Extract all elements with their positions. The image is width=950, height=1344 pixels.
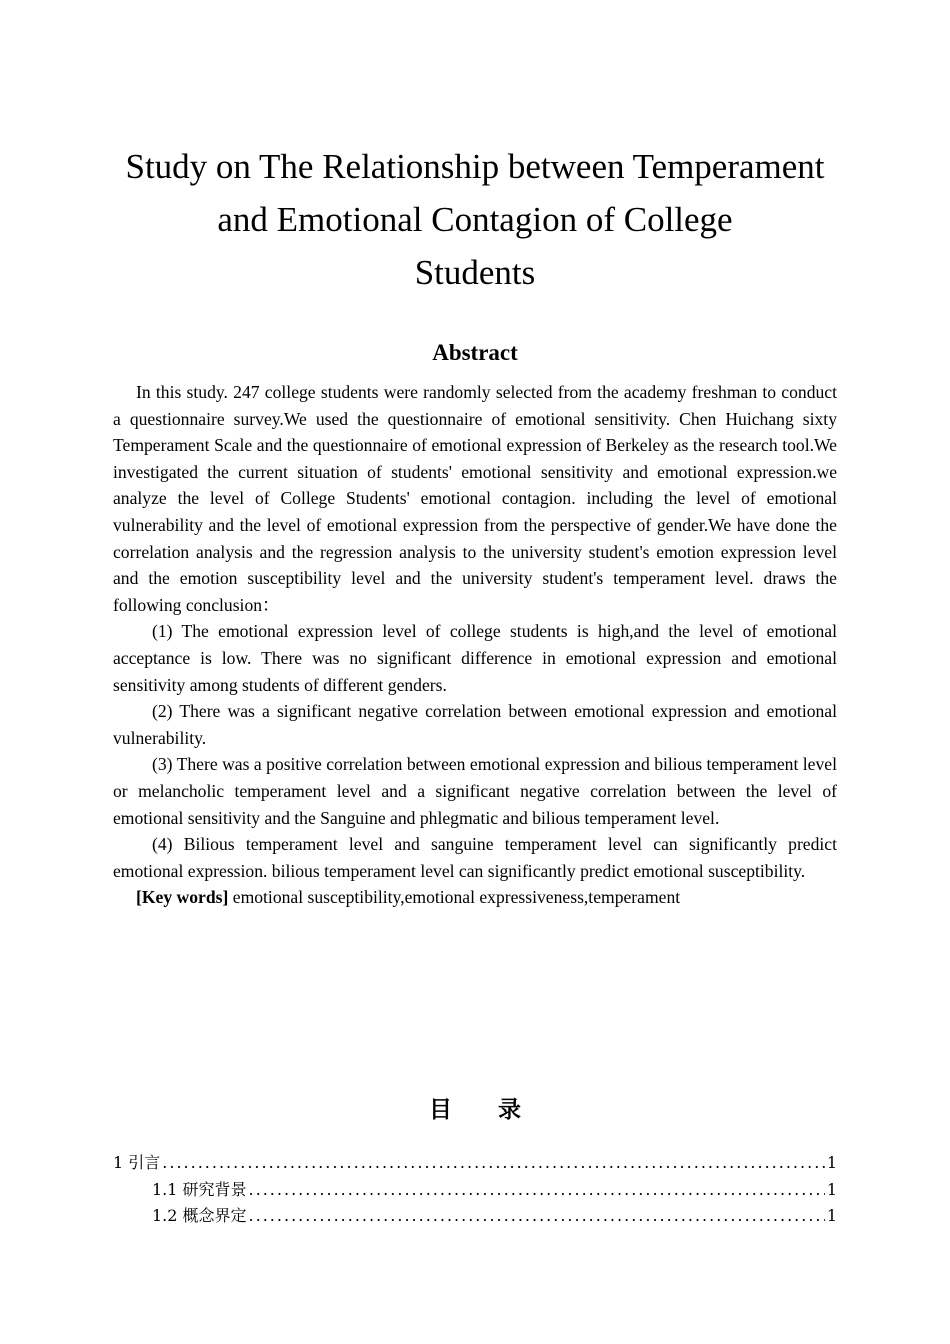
abstract-heading: Abstract — [432, 340, 518, 365]
toc-entry-label: 1 引言 — [113, 1153, 161, 1172]
conclusion-item: (1) The emotional expression level of college students is high,and the level of emotional acceptance is low. There was no significant difference in emotional expression and emotional sensitivity among students of different genders. — [113, 621, 837, 695]
toc-entry[interactable] — [113, 1203, 837, 1230]
toc-entry-page: 1 — [826, 1179, 837, 1199]
toc-heading-char: 目 — [429, 1097, 452, 1123]
conclusion-item: (2) There was a significant negative correlation between emotional expression and emotional vulnerability. — [113, 701, 837, 748]
toc-entry[interactable] — [113, 1150, 837, 1177]
title-line: Students — [414, 253, 536, 293]
keywords-line — [113, 884, 837, 911]
conclusion-item: (3) There was a positive correlation between emotional expression and bilious temperament level or melancholic temperament level and a significant negative correlation between the level of emotional sensitivity and the Sanguine and phlegmatic and bilious temperament level. — [113, 754, 837, 828]
abstract-intro: In this study. 247 college students were randomly selected from the academy freshman to conduct a questionnaire survey.We used the questionnaire of emotional sensitivity. Chen Huichang sixty Temperament Scale and the questionnaire of emotional expression of Berkeley as the research tool.We investigated the current situation of students' emotional sensitivity and emotional expression.we analyze the level of College Students' emotional contagion. including the level of emotional vulnerability and the level of emotional expression from the perspective of gender.We have done the correlation analysis and the regression analysis to the university student's emotion expression level and the emotion susceptibility level and the university student's temperament level. draws the following conclusion： — [113, 382, 837, 615]
paper-title — [113, 140, 837, 299]
keywords-label: [Key words] — [136, 887, 229, 908]
abstract-body — [113, 379, 837, 911]
table-of-contents — [113, 1150, 837, 1230]
toc-entry-label: 1.2 概念界定 — [152, 1206, 247, 1225]
toc-leader-dots — [249, 1177, 825, 1204]
toc-leader-dots — [162, 1150, 825, 1177]
toc-leader-dots — [249, 1203, 825, 1230]
title-line: and Emotional Contagion of College — [217, 200, 733, 240]
conclusion-item: (4) Bilious temperament level and sanguine temperament level can significantly predict emotional expression. bilious temperament level can significantly predict emotional susceptibility. — [113, 834, 837, 881]
toc-entry-page: 1 — [826, 1206, 837, 1225]
title-line: Study on The Relationship between Temperament — [125, 147, 825, 187]
toc-entry-label: 1.1 研究背景 — [152, 1179, 247, 1199]
toc-entry[interactable] — [113, 1177, 837, 1204]
toc-entry-page: 1 — [826, 1153, 837, 1172]
keywords-text: emotional susceptibility,emotional expressiveness,temperament — [228, 887, 681, 908]
toc-heading — [113, 1093, 837, 1127]
toc-heading-char: 录 — [498, 1097, 521, 1123]
